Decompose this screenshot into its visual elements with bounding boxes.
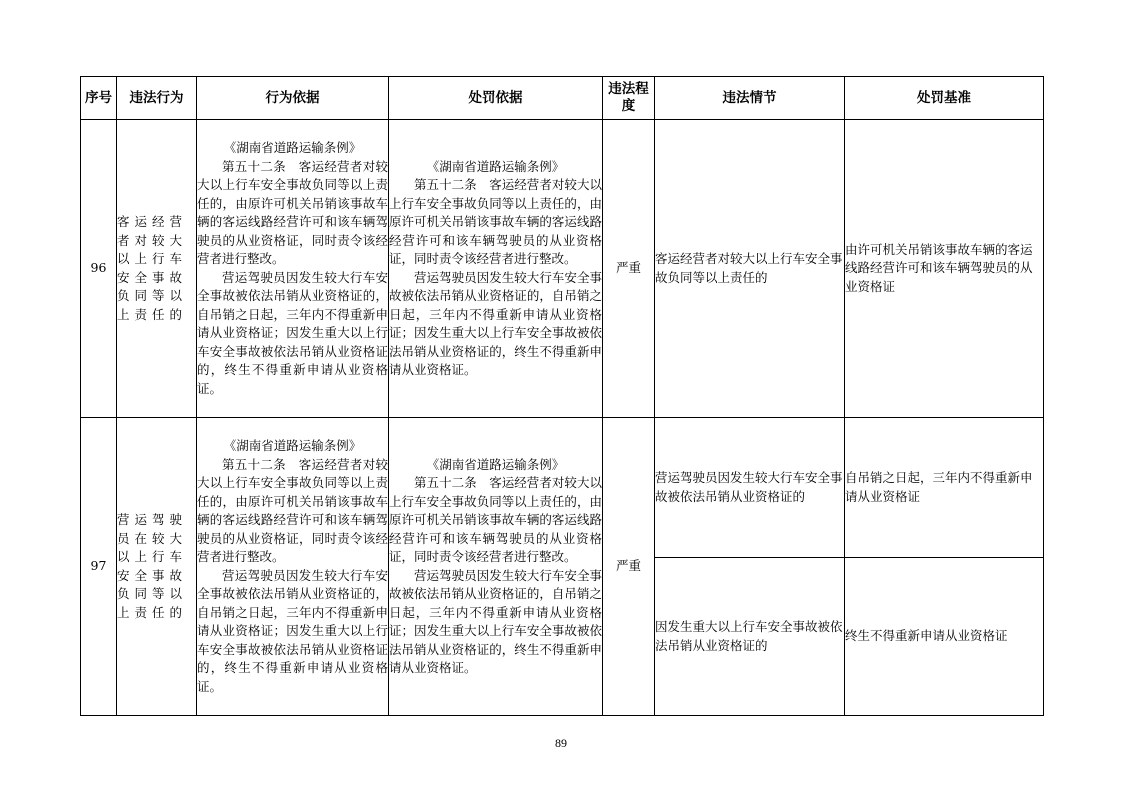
penalty-paragraph: 营运驾驶员因发生较大行车安全事故被依法吊销从业资格证的，自吊销之日起，三年内不得重新申请从业资格证；因发生重大以上行车安全事故被依法吊销从业资格证的，终生不得重新申请从业资格证。 (389, 269, 602, 377)
penalty-paragraph: 营运驾驶员因发生较大行车安全事故被依法吊销从业资格证的，自吊销之日起，三年内不得重新申请从业资格证；因发生重大以上行车安全事故被依法吊销从业资格证的，终生不得重新申请从业资格证。 (389, 567, 602, 675)
violation-circumstance: 客运经营者对较大以上行车安全事故负同等以上责任的 (655, 120, 845, 418)
penalty-basis (389, 418, 603, 716)
header-circumstance: 违法情节 (655, 77, 845, 120)
basis-paragraph: 第五十二条 客运经营者对较大以上行车安全事故负同等以上责任的，由原许可机关吊销该事故车辆的客运线路经营许可和该车辆驾驶员的从业资格证，同时责令该经营者进行整改。 (197, 158, 388, 266)
penalty-paragraph: 第五十二条 客运经营者对较大以上行车安全事故负同等以上责任的，由原许可机关吊销该事故车辆的客运线路经营许可和该车辆驾驶员的从业资格证，同时责令该经营者进行整改。 (389, 475, 602, 564)
page-number: 89 (555, 736, 567, 750)
penalty-standard: 由许可机关吊销该事故车辆的客运线路经营许可和该车辆驾驶员的从业资格证 (845, 120, 1044, 418)
behavior-basis (197, 418, 389, 716)
header-degree: 违法程度 (603, 77, 655, 120)
row-number: 97 (81, 418, 117, 716)
header-standard: 处罚基准 (845, 77, 1044, 120)
behavior-basis (197, 120, 389, 418)
header-penalty: 处罚依据 (389, 77, 603, 120)
violation-act: 营运驾驶员在较大以上行车安全事故负同等以上责任的 (117, 418, 197, 716)
basis-title: 《湖南省道路运输条例》 (223, 438, 362, 453)
penalty-standard: 自吊销之日起，三年内不得重新申请从业资格证 (845, 418, 1044, 558)
penalty-standard: 终生不得重新申请从业资格证 (845, 558, 1044, 716)
basis-paragraph: 第五十二条 客运经营者对较大以上行车安全事故负同等以上责任的，由原许可机关吊销该事故车辆的客运线路经营许可和该车辆驾驶员的从业资格证，同时责令该经营者进行整改。 (197, 456, 388, 564)
header-basis: 行为依据 (197, 77, 389, 120)
table-row (81, 120, 1044, 418)
violation-degree: 严重 (603, 418, 655, 716)
penalty-basis (389, 120, 603, 418)
penalty-title: 《湖南省道路运输条例》 (426, 158, 565, 174)
row-number: 96 (81, 120, 117, 418)
basis-paragraph: 营运驾驶员因发生较大行车安全事故被依法吊销从业资格证的，自吊销之日起，三年内不得重新申请从业资格证；因发生重大以上行车安全事故被依法吊销从业资格证的，终生不得重新申请从业资格证。 (197, 269, 388, 396)
basis-title: 《湖南省道路运输条例》 (223, 140, 362, 155)
violation-circumstance: 营运驾驶员因发生较大行车安全事故被依法吊销从业资格证的 (655, 418, 845, 558)
basis-paragraph: 营运驾驶员因发生较大行车安全事故被依法吊销从业资格证的，自吊销之日起，三年内不得重新申请从业资格证；因发生重大以上行车安全事故被依法吊销从业资格证的，终生不得重新申请从业资格证。 (197, 567, 388, 694)
header-seq: 序号 (81, 77, 117, 120)
header-row (81, 77, 1044, 120)
header-act: 违法行为 (117, 77, 197, 120)
violation-degree: 严重 (603, 120, 655, 418)
penalty-paragraph: 第五十二条 客运经营者对较大以上行车安全事故负同等以上责任的，由原许可机关吊销该事故车辆的客运线路经营许可和该车辆驾驶员的从业资格证，同时责令该经营者进行整改。 (389, 177, 602, 266)
violation-act: 客运经营者对较大以上行车安全事故负同等以上责任的 (117, 120, 197, 418)
penalty-title: 《湖南省道路运输条例》 (426, 456, 565, 472)
violation-circumstance: 因发生重大以上行车安全事故被依法吊销从业资格证的 (655, 558, 845, 716)
table-row (81, 418, 1044, 558)
penalty-standard-table (80, 76, 1044, 716)
